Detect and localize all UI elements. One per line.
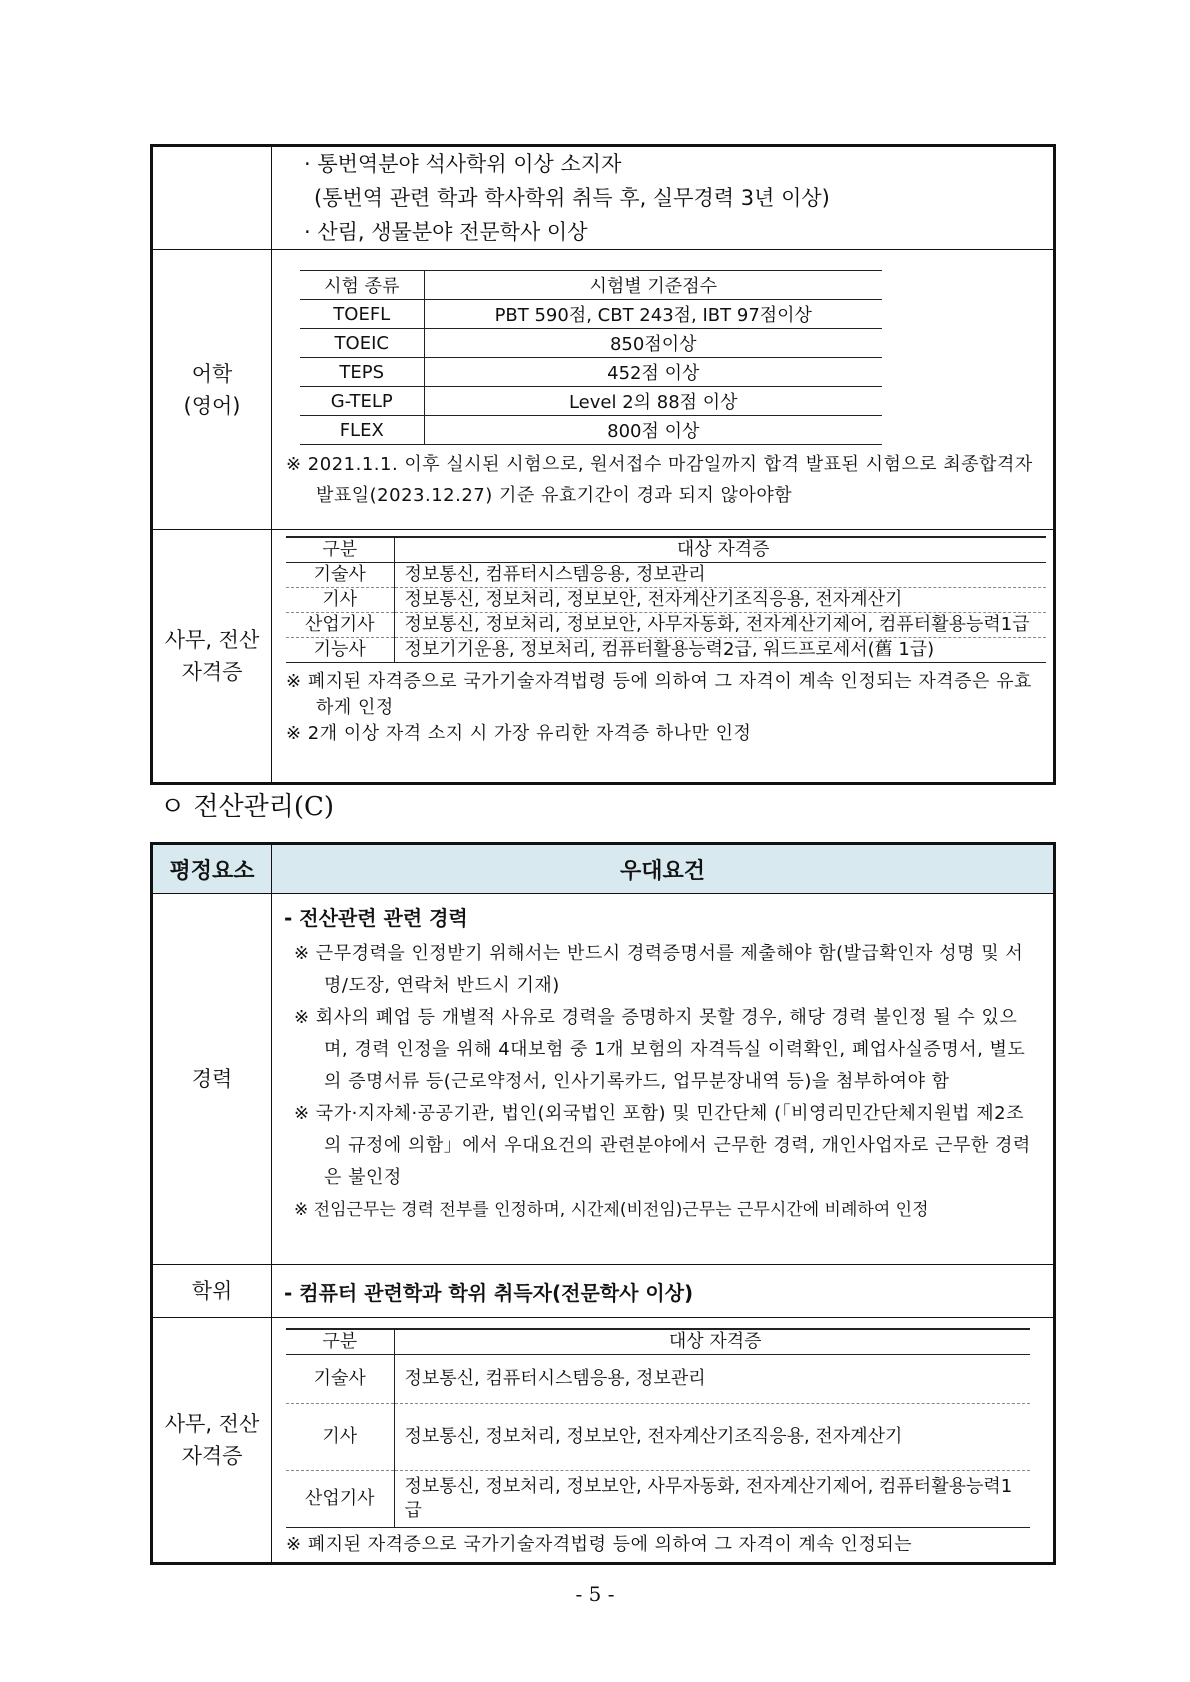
exam-score: 850점이상 — [424, 329, 882, 358]
exam-score: Level 2의 88점 이상 — [424, 387, 882, 416]
exam-name: G-TELP — [300, 387, 424, 416]
career-label: 경력 — [152, 894, 272, 1265]
header-certificates: 대상 자격증 — [394, 537, 1046, 563]
exam-score: 452점 이상 — [424, 358, 882, 387]
table-header-row — [152, 844, 1055, 894]
table-row — [300, 387, 882, 416]
cert-list: 정보통신, 정보처리, 정보보안, 전자계산기조직응용, 전자계산기 — [394, 588, 1046, 613]
career-title: - 전산관련 관련 경력 — [284, 906, 468, 930]
exam-name: FLEX — [300, 416, 424, 445]
cert-table-header — [286, 1329, 1030, 1355]
table-row — [286, 1471, 1030, 1528]
cert-table — [286, 1328, 1030, 1528]
exam-name: TOEIC — [300, 329, 424, 358]
cert-category: 기능사 — [286, 638, 394, 663]
degree-row — [152, 146, 1055, 250]
cert-list: 정보통신, 정보처리, 정보보안, 사무자동화, 전자계산기제어, 컴퓨터활용능력1급 — [394, 1471, 1030, 1528]
cert-label-sub: 자격증 — [181, 1444, 243, 1468]
table-row — [286, 588, 1046, 613]
cert-label: 사무, 전산 — [164, 628, 260, 652]
exam-name: TEPS — [300, 358, 424, 387]
cert-label: 사무, 전산 — [164, 1412, 260, 1436]
table-row — [286, 613, 1046, 638]
exam-score: 800점 이상 — [424, 416, 882, 445]
cert-row — [152, 1318, 1055, 1564]
cert-category: 산업기사 — [286, 1471, 394, 1528]
language-table-header — [300, 271, 882, 300]
cert-table-header — [286, 537, 1046, 563]
career-row — [152, 894, 1055, 1265]
qualification-table-1 — [150, 144, 1056, 785]
degree-row — [152, 1265, 1055, 1318]
cert-list: 정보기기운용, 정보처리, 컴퓨터활용능력2급, 워드프로세서(舊 1급) — [394, 638, 1046, 663]
career-note: ※ 전임근무는 경력 전부를 인정하며, 시간제(비전임)근무는 근무시간에 비례하여 인정 — [294, 1200, 929, 1220]
cert-category: 기사 — [286, 1404, 394, 1471]
cert-row — [152, 530, 1055, 784]
cert-list: 정보통신, 정보처리, 정보보안, 전자계산기조직응용, 전자계산기 — [394, 1404, 1030, 1471]
table-row — [300, 300, 882, 329]
header-preferred-requirements: 우대요건 — [272, 844, 1055, 894]
cert-category: 기술사 — [286, 1355, 394, 1404]
career-note: ※ 회사의 폐업 등 개별적 사유로 경력을 증명하지 못할 경우, 해당 경력 불인정 될 수 있으며, 경력 인정을 위해 4대보험 중 1개 보험의 자격득실 이력확인, 폐업사실증명서, 별도의 증명서류 등(근로약정서, 인사기록카드, 업무분장내역 등)을 첨부하여야 함 — [294, 1007, 1026, 1092]
exam-name: TOEFL — [300, 300, 424, 329]
table-row — [286, 638, 1046, 663]
table-row — [286, 1355, 1030, 1404]
table-row — [286, 563, 1046, 588]
degree-label: 학위 — [152, 1265, 272, 1318]
degree-line: · 통번역분야 석사학위 이상 소지자 — [304, 152, 622, 176]
cert-table — [286, 536, 1046, 663]
exam-score: PBT 590점, CBT 243점, IBT 97점이상 — [424, 300, 882, 329]
cert-list: 정보통신, 컴퓨터시스템응용, 정보관리 — [394, 563, 1046, 588]
language-score-table — [300, 270, 882, 445]
degree-line: · 산림, 생물분야 전문학사 이상 — [304, 220, 588, 244]
header-evaluation-factor: 평정요소 — [152, 844, 272, 894]
language-label: 어학 — [191, 361, 233, 386]
cert-category: 기사 — [286, 588, 394, 613]
language-note: ※ 2021.1.1. 이후 실시된 시험으로, 원서접수 마감일까지 합격 발표된 시험으로 최종합격자 발표일(2023.12.27) 기준 유효기간이 경과 되지 않아야함 — [286, 454, 1033, 506]
cert-note: ※ 폐지된 자격증으로 국가기술자격법령 등에 의하여 그 자격이 계속 인정되는 — [286, 1534, 913, 1555]
qualification-table-2 — [150, 842, 1056, 1565]
table-row — [300, 329, 882, 358]
cert-note: ※ 폐지된 자격증으로 국가기술자격법령 등에 의하여 그 자격이 계속 인정되는 자격증은 유효하게 인정 — [286, 671, 1032, 718]
cert-note: ※ 2개 이상 자격 소지 시 가장 유리한 자격증 하나만 인정 — [286, 723, 752, 744]
language-row — [152, 250, 1055, 530]
cert-list: 정보통신, 정보처리, 정보보안, 사무자동화, 전자계산기제어, 컴퓨터활용능력1급 — [394, 613, 1046, 638]
cert-category: 산업기사 — [286, 613, 394, 638]
header-score: 시험별 기준점수 — [424, 271, 882, 300]
career-note: ※ 국가·지자체·공공기관, 법인(외국법인 포함) 및 민간단체 (「비영리민간단체지원법 제2조의 규정에 의함」에서 우대요건의 관련분야에서 근무한 경력, 개인사업자로 근무한 경력은 불인정 — [294, 1103, 1031, 1188]
header-category: 구분 — [286, 537, 394, 563]
cert-category: 기술사 — [286, 563, 394, 588]
degree-line: (통번역 관련 학과 학사학위 취득 후, 실무경력 3년 이상) — [314, 186, 830, 210]
header-certificates: 대상 자격증 — [394, 1329, 1030, 1355]
cert-list: 정보통신, 컴퓨터시스템응용, 정보관리 — [394, 1355, 1030, 1404]
header-category: 구분 — [286, 1329, 394, 1355]
header-exam-type: 시험 종류 — [300, 271, 424, 300]
language-label-sub: (영어) — [183, 393, 241, 418]
table-row — [300, 416, 882, 445]
table-row — [300, 358, 882, 387]
degree-requirement: - 컴퓨터 관련학과 학위 취득자(전문학사 이상) — [272, 1265, 1055, 1318]
career-note: ※ 근무경력을 인정받기 위해서는 반드시 경력증명서를 제출해야 함(발급확인자 성명 및 서명/도장, 연락처 반드시 기재) — [294, 943, 1024, 996]
section-title: ㅇ 전산관리(C) — [160, 792, 335, 822]
page-number: - 5 - — [575, 1582, 615, 1606]
table-row — [286, 1404, 1030, 1471]
cert-label-sub: 자격증 — [181, 660, 243, 684]
